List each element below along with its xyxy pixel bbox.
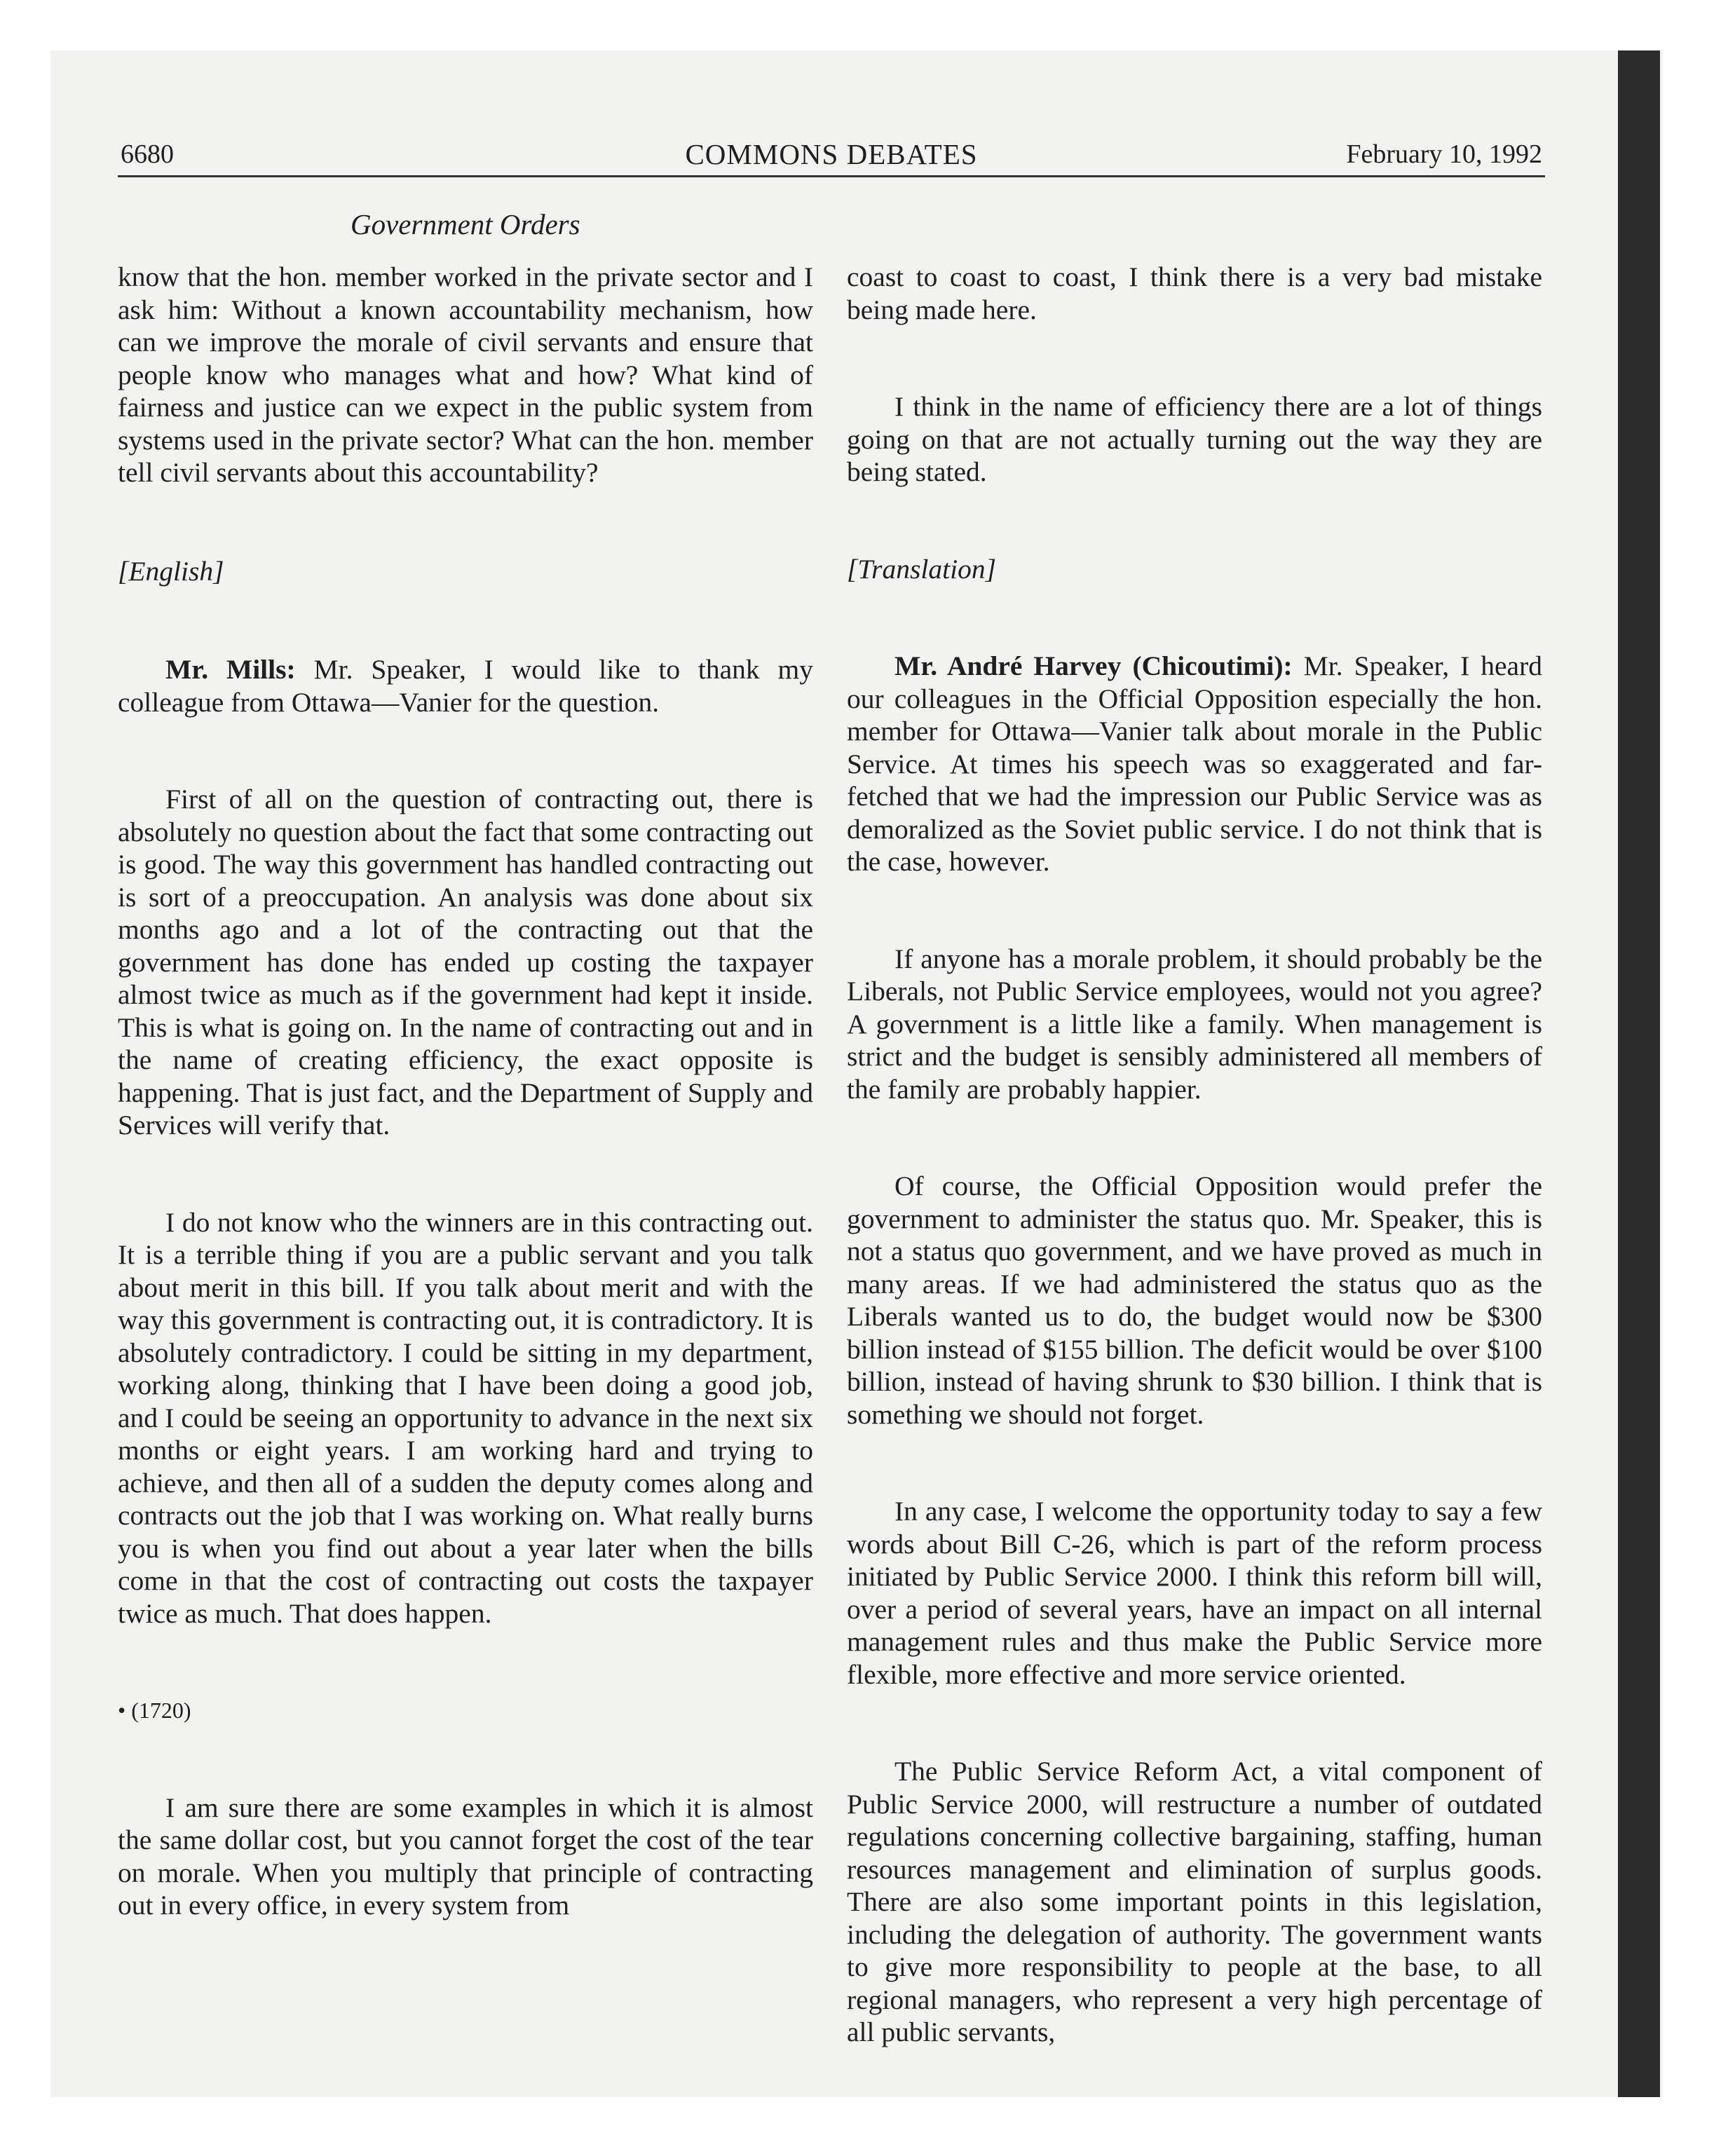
header-rule bbox=[118, 175, 1545, 177]
speaker-name: Mr. André Harvey (Chicoutimi): bbox=[894, 650, 1293, 681]
publication-title: COMMONS DEBATES bbox=[685, 138, 978, 170]
running-header bbox=[121, 133, 1542, 175]
speech-paragraph bbox=[118, 653, 813, 718]
language-label: [English] bbox=[118, 555, 224, 587]
speech-text: Mr. Speaker, I heard our colleagues in the Official Opposition especially the hon. member for Ottawa—Vanier talk about morale in the Public Service. At times his speech was so exaggerated and far-fetched that we had the impression our Public Service was as demoralized as the Soviet public service. I do not think that is the case, however. bbox=[847, 650, 1542, 877]
left-column bbox=[118, 261, 813, 1922]
scan-edge-shadow bbox=[1618, 50, 1660, 2097]
timestamp: • (1720) bbox=[118, 1698, 191, 1723]
paragraph: I am sure there are some examples in which it is almost the same dollar cost, but you cannot forget the cost of the tear on morale. When you multiply that principle of contracting out in every office, in every system from bbox=[118, 1792, 813, 1920]
paragraph: If anyone has a morale problem, it should probably be the Liberals, not Public Service employees, would not you agree? A government is a little like a family. When management is strict and the budget is sensibly administered all members of the family are probably happier. bbox=[847, 943, 1542, 1105]
paragraph: The Public Service Reform Act, a vital component of Public Service 2000, will restructure a number of outdated regulations concerning collective bargaining, staffing, human resources management and elimination of surplus goods. There are also some important points in this legislation, including the delegation of authority. The government wants to give more responsibility to people at the base, to all regional managers, who represent a very high percentage of all public servants, bbox=[847, 1756, 1542, 2047]
paragraph: First of all on the question of contracting out, there is absolutely no question about the fact that some contracting out is good. The way this government has handled contracting out is sort of a preoccupation. An analysis was done about six months ago and a lot of the contracting out that the government has done has ended up costing the taxpayer almost twice as much as if the government had kept it inside. This is what is going on. In the name of contracting out and in the name of creating efficiency, the exact opposite is happening. That is just fact, and the Department of Supply and Services will verify that. bbox=[118, 784, 813, 1140]
page-number: 6680 bbox=[121, 139, 174, 169]
publication-date: February 10, 1992 bbox=[1346, 139, 1542, 169]
speech-paragraph bbox=[847, 650, 1542, 878]
speech-text: Mr. Speaker, I would like to thank my colleague from Ottawa—Vanier for the question. bbox=[118, 654, 814, 718]
paragraph: Of course, the Official Opposition would prefer the government to administer the status quo. Mr. Speaker, this is not a status quo government, and we have proved as much in many areas. If we had administered the status quo as the Liberals wanted us to do, the budget would now be $300 billion instead of $155 billion. The deficit would be over $100 billion, instead of having shrunk to $30 billion. I think that is something we should not forget. bbox=[847, 1171, 1542, 1430]
paragraph: I do not know who the winners are in this contracting out. It is a terrible thing if you are a public servant and you talk about merit in this bill. If you talk about merit and with the way this government is contracting out, it is contradictory. It is absolutely contradictory. I could be sitting in my department, working along, thinking that I have been doing a good job, and I could be seeing an opportunity to advance in the next six months or eight years. I am working hard and trying to achieve, and then all of a sudden the deputy comes along and contracts out the job that I was working on. What really burns you is when you find out about a year later when the bills come in that the cost of contracting out costs the taxpayer twice as much. That does happen. bbox=[118, 1206, 813, 1629]
paragraph: coast to coast to coast, I think there is a very bad mistake being made here. bbox=[847, 261, 1542, 325]
speaker-name: Mr. Mills: bbox=[165, 654, 296, 685]
language-label: [Translation] bbox=[847, 553, 996, 585]
paragraph: know that the hon. member worked in the private sector and I ask him: Without a known accountability mechanism, how can we improve the morale of civil servants and ensure that people know who manages what and how? What kind of fairness and justice can we expect in the public system from systems used in the private sector? What can the hon. member tell civil servants about this accountability? bbox=[118, 261, 813, 488]
right-column bbox=[847, 261, 1542, 2049]
section-heading: Government Orders bbox=[351, 208, 580, 240]
paragraph: I think in the name of efficiency there are a lot of things going on that are not actually turning out the way they are being stated. bbox=[847, 391, 1542, 487]
paragraph: In any case, I welcome the opportunity today to say a few words about Bill C-26, which is part of the reform process initiated by Public Service 2000. I think this reform bill will, over a period of several years, have an impact on all internal management rules and thus make the Public Service more flexible, more effective and more service oriented. bbox=[847, 1496, 1542, 1690]
